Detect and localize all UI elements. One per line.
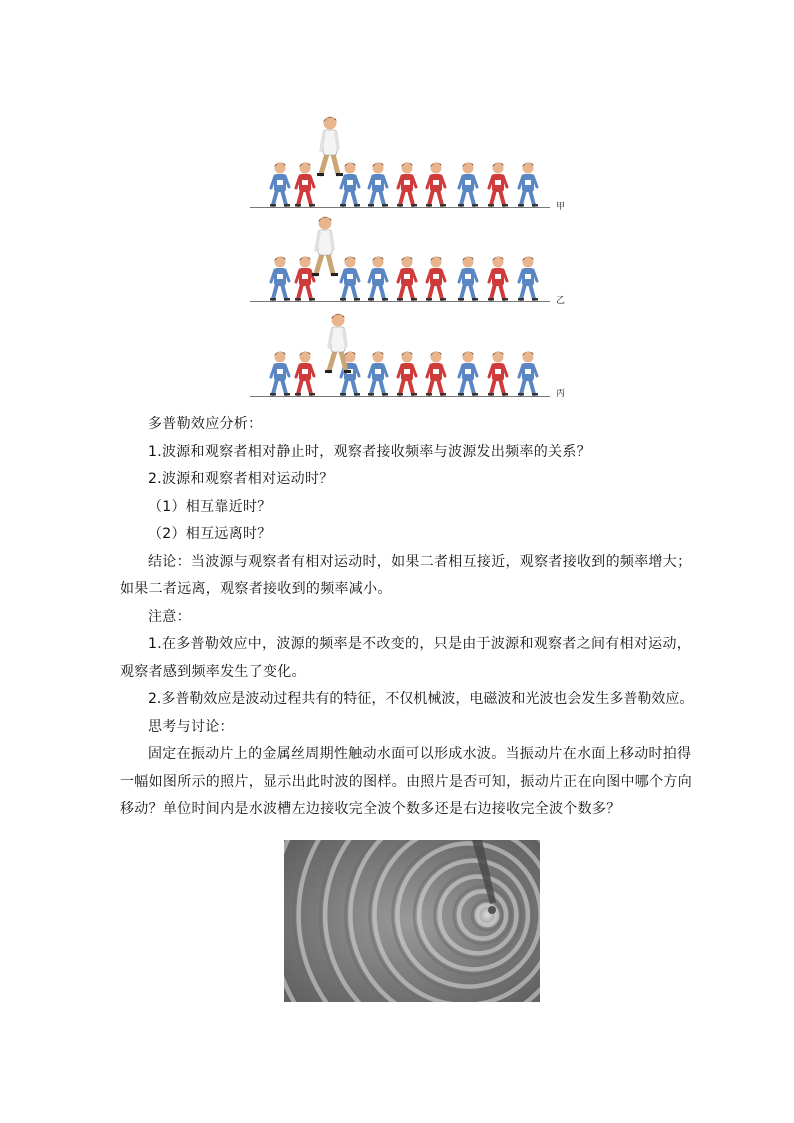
document-body bbox=[120, 411, 694, 824]
figure-label-yi: 乙 bbox=[556, 296, 566, 306]
child-blue-icon bbox=[458, 163, 478, 207]
child-red-icon bbox=[397, 352, 417, 396]
child-red-icon bbox=[295, 163, 315, 207]
water-wave-photo bbox=[284, 840, 540, 1002]
note-title: 注意： bbox=[148, 608, 191, 625]
discussion-title: 思考与讨论： bbox=[148, 718, 234, 735]
discussion-line-2: 一幅如图所示的照片，显示出此时波的图样。由照片是否可知，振动片正在向图中哪个方向 bbox=[120, 773, 692, 790]
child-red-icon bbox=[426, 257, 446, 301]
figure-label-jia: 甲 bbox=[556, 202, 566, 212]
figure-row-jia bbox=[250, 148, 550, 208]
child-blue-icon bbox=[270, 163, 290, 207]
child-blue-icon bbox=[518, 352, 538, 396]
man-icon bbox=[312, 217, 338, 277]
question-2-1: （1）相互靠近时？ bbox=[148, 498, 272, 515]
child-red-icon bbox=[295, 257, 315, 301]
walkers-illustration bbox=[250, 148, 550, 208]
child-red-icon bbox=[397, 257, 417, 301]
child-blue-icon bbox=[458, 352, 478, 396]
question-1: 1.波源和观察者相对静止时，观察者接收频率与波源发出频率的关系？ bbox=[148, 443, 591, 460]
child-blue-icon bbox=[270, 257, 290, 301]
child-blue-icon bbox=[458, 257, 478, 301]
child-red-icon bbox=[295, 352, 315, 396]
note-item-2: 2.多普勒效应是波动过程共有的特征，不仅机械波，电磁波和光波也会发生多普勒效应。 bbox=[148, 691, 694, 707]
child-red-icon bbox=[426, 163, 446, 207]
child-blue-icon bbox=[270, 352, 290, 396]
child-blue-icon bbox=[368, 257, 388, 301]
child-blue-icon bbox=[368, 352, 388, 396]
walkers-illustration bbox=[250, 337, 550, 397]
child-red-icon bbox=[488, 257, 508, 301]
discussion-line-3: 移动？单位时间内是水波槽左边接收完全波个数多还是右边接收完全波个数多？ bbox=[120, 801, 621, 817]
figure-row-bing bbox=[250, 337, 550, 397]
child-red-icon bbox=[397, 163, 417, 207]
question-2: 2.波源和观察者相对运动时？ bbox=[148, 471, 334, 487]
child-blue-icon bbox=[340, 163, 360, 207]
child-red-icon bbox=[488, 163, 508, 207]
ripple-tank-image bbox=[284, 840, 540, 1002]
note-item-1-line-2: 观察者感到频率发生了变化。 bbox=[120, 663, 306, 680]
child-blue-icon bbox=[368, 163, 388, 207]
child-blue-icon bbox=[518, 163, 538, 207]
child-blue-icon bbox=[518, 257, 538, 301]
walkers-illustration bbox=[250, 242, 550, 302]
note-item-1-line-1: 1.在多普勒效应中，波源的频率是不改变的，只是由于波源和观察者之间有相对运动， bbox=[148, 636, 692, 652]
discussion-line-1: 固定在振动片上的金属丝周期性触动水面可以形成水波。当振动片在水面上移动时拍得 bbox=[148, 746, 692, 762]
child-red-icon bbox=[426, 352, 446, 396]
child-red-icon bbox=[488, 352, 508, 396]
figure-label-bing: 丙 bbox=[556, 389, 566, 399]
child-blue-icon bbox=[340, 257, 360, 301]
conclusion-line-2: 如果二者远离，观察者接收到的频率减小。 bbox=[120, 581, 392, 597]
conclusion-line-1: 结论：当波源与观察者有相对运动时，如果二者相互接近，观察者接收到的频率增大； bbox=[148, 553, 692, 570]
figure-row-yi bbox=[250, 242, 550, 302]
question-2-2: （2）相互远离时？ bbox=[148, 526, 272, 542]
section-heading: 多普勒效应分析： bbox=[148, 416, 263, 432]
man-icon bbox=[317, 117, 343, 177]
